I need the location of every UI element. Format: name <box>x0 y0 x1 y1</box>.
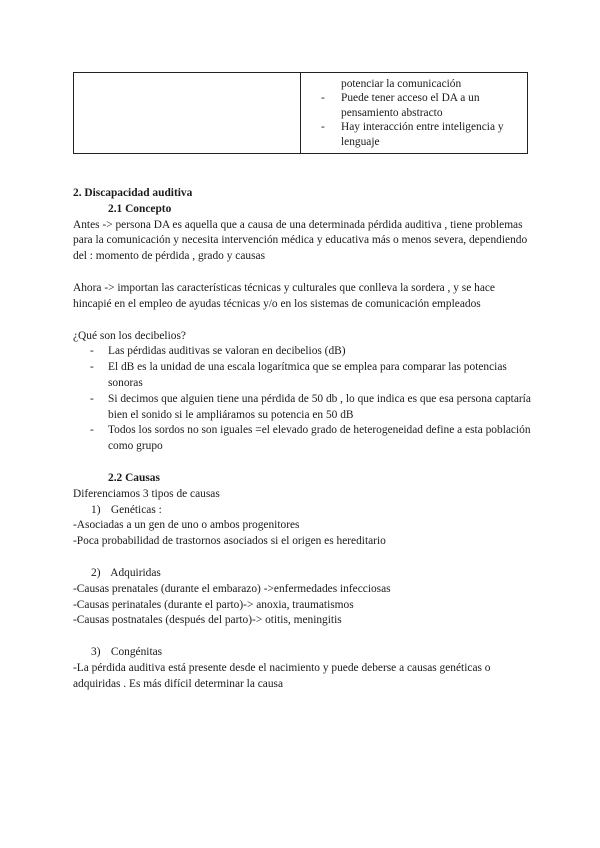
list-item: - Si decimos que alguien tiene una pérdida de 50 db , lo que indica es que esa persona captaría bien el sonido si le ampliáramos su potencia en 50 dB <box>73 392 533 424</box>
cause-congenital-label: 3) Congénitas <box>91 646 163 659</box>
paragraph-antes: Antes -> persona DA es aquella que a causa de una determinada pérdida auditiva , tiene problemas para la comunicación y necesita intervención médica y educativa más o menos severa, dependiendo del : momento de pérdida , grado y causas <box>73 218 528 263</box>
decibel-list <box>73 344 533 455</box>
list-item: - Todos los sordos no son iguales =el elevado grado de heterogeneidad define a esta población como grupo <box>73 423 533 455</box>
cause-line: -Causas postnatales (después del parto)-> otitis, meningitis <box>73 614 342 627</box>
cause-line: -Asociadas a un gen de uno o ambos progenitores <box>73 519 300 532</box>
paragraph-ahora: Ahora -> importan las características técnicas y culturales que conlleva la sordera , y se hace hincapié en el empleo de ayudas técnicas y/o en los sistemas de comunicación empleados <box>73 281 495 310</box>
table-cell-right <box>301 73 528 154</box>
list-item: - Las pérdidas auditivas se valoran en decibelios (dB) <box>73 344 533 360</box>
cause-genetic-label: 1) Genéticas : <box>91 503 162 516</box>
list-item: - El dB es la unidad de una escala logarítmica que se emplea para comparar las potencias sonoras <box>73 360 533 392</box>
table-cell-left <box>74 73 301 154</box>
cause-acquired-label: 2) Adquiridas <box>91 566 161 579</box>
section-heading: 2. Discapacidad auditiva <box>73 187 193 199</box>
table-first-line: potenciar la comunicación <box>341 78 462 90</box>
cause-line: -La pérdida auditiva está presente desde el nacimiento y puede deberse a causas genéticas o adquiridas . Es más difícil determinar la causa <box>73 661 491 690</box>
subsection-heading-concepto: 2.1 Concepto <box>108 202 172 215</box>
causes-intro: Diferenciamos 3 tipos de causas <box>73 487 220 500</box>
subsection-heading-causas: 2.2 Causas <box>108 471 160 484</box>
cause-line: -Causas prenatales (durante el embarazo) ->enfermedades infecciosas <box>73 582 391 595</box>
document-body <box>73 186 533 693</box>
cause-line: -Poca probabilidad de trastornos asociados si el origen es hereditario <box>73 535 386 548</box>
question-decibelios: ¿Qué son los decibelios? <box>73 329 186 342</box>
list-item: - Hay interacción entre inteligencia y lenguaje <box>319 120 521 149</box>
continuation-table <box>73 72 528 154</box>
cause-line: -Causas perinatales (durante el parto)-> anoxia, traumatismos <box>73 598 354 611</box>
list-item: - Puede tener acceso el DA a un pensamiento abstracto <box>319 91 521 120</box>
table-list <box>319 91 521 149</box>
